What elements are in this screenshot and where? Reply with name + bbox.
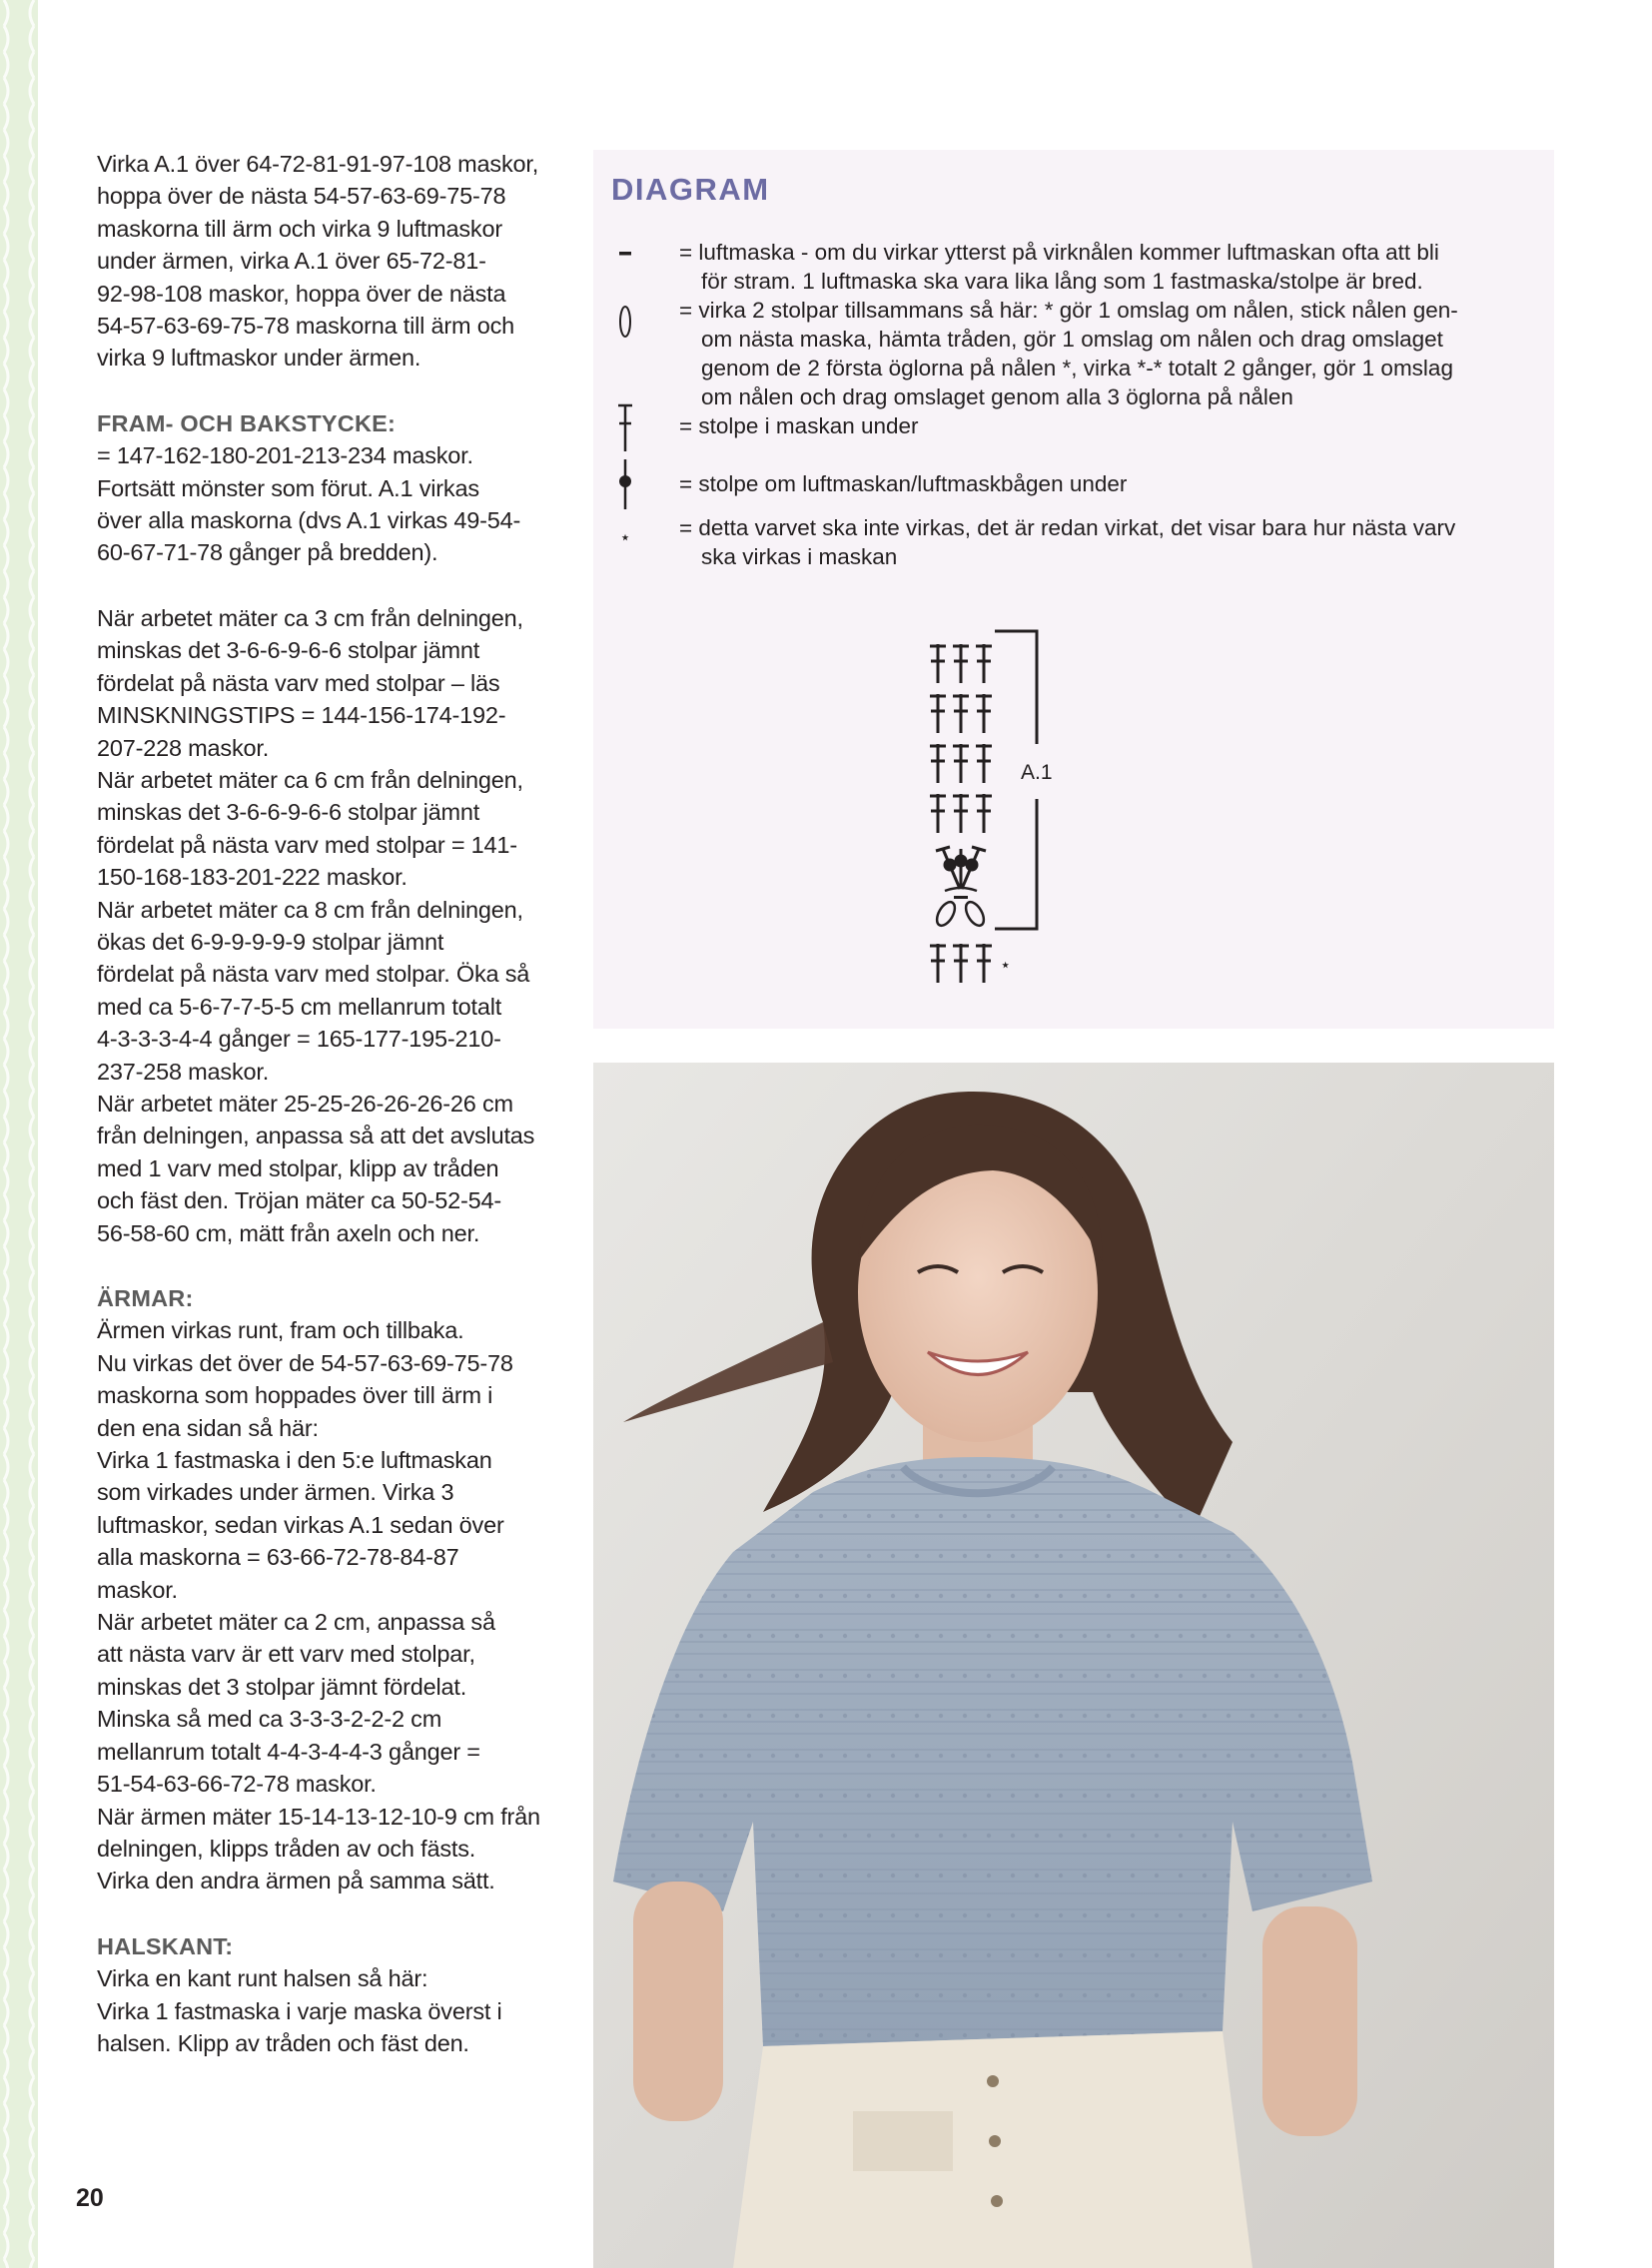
instructions-column — [97, 148, 566, 2059]
treble-row — [930, 944, 992, 983]
treble-row — [930, 644, 992, 683]
star-icon: ⋆ — [1000, 955, 1012, 976]
body-text: = 147-162-180-201-213-234 maskor. Fortsätt mönster som förut. A.1 virkas över alla maskorna (dvs A.1 virkas 49-54- 60-67-71-78 gånger på bredden). — [97, 442, 521, 566]
legend-line: genom de 2 första öglorna på nålen *, virka *-* totalt 2 gånger, gör 1 omslag — [701, 356, 1453, 380]
treble-row — [930, 744, 992, 783]
treble-around-chain-fan — [936, 847, 986, 891]
cluster-row — [933, 896, 987, 929]
sleeves-text: Ärmen virkas runt, fram och tillbaka. Nu virkas det över de 54-57-63-69-75-78 maskorna som hoppades över till ärm i den ena sidan så här: Virka 1 fastmaska i den 5:e luftmaskan som virkades under ärmen. Virka 3 luftmaskor, sedan virkas A.1 sedan över alla maskorna = 63-66-72-78-84-87 maskor. När arbetet mäter ca 2 cm, anpassa så att nästa varv är ett varv med stolpar, minskas det 3 stolpar jämnt fördelat. Minska så med ca 3-3-3-2-2-2 cm mellanrum totalt 4-4-3-4-4-3 gånger = 51-54-63-66-72-78 maskor. När ärmen mäter 15-14-13-12-10-9 cm från delningen, klipps tråden av och fästs. Virka den andra ärmen på samma sätt. — [97, 1317, 540, 1894]
body-heading: FRAM- OCH BAKSTYCKE: — [97, 409, 397, 436]
treble-row — [930, 694, 992, 733]
body-text-continued: När arbetet mäter ca 3 cm från delningen, minskas det 3-6-6-9-6-6 stolpar jämnt fördelat på nästa varv med stolpar – läs MINSKNINGSTIPS = 144-156-174-192- 207-228 maskor. När arbetet mäter ca 6 cm från delningen, minskas det 3-6-6-9-6-6 stolpar jämnt fördelat på nästa varv med stolpar = 141- 150-168-183-201-222 maskor. När arbetet mäter ca 8 cm från delningen, ökas det 6-9-9-9-9-9 stolpar jämnt fördelat på nästa varv med stolpar. Öka så med ca 5-6-7-7-5-5 cm mellanrum totalt 4-3-3-3-4-4 gånger = 165-177-195-210- 237-258 maskor. När arbetet mäter 25-25-26-26-26-26 cm från delningen, anpassa så att det avslutas med 1 varv med stolpar, klipp av tråden och fäst den. Tröjan mäter ca 50-52-54- 56-58-60 cm, mätt från axeln och ner. — [97, 604, 535, 1246]
legend-line: = virka 2 stolpar tillsammans så här: * gör 1 omslag om nålen, stick nålen gen- — [679, 298, 1458, 323]
sleeves-heading: ÄRMAR: — [97, 1285, 194, 1311]
neck-heading: HALSKANT: — [97, 1932, 234, 1959]
intro-text: Virka A.1 över 64-72-81-91-97-108 maskor, hoppa över de nästa 54-57-63-69-75-78 maskorna till ärm och virka 9 luftmaskor under ärmen, virka A.1 över 65-72-81- 92-98-108 maskor, hoppa över de nästa 54-57-63-69-75-78 maskorna till ärm och virka 9 luftmaskor under ärmen. — [97, 151, 539, 372]
legend-line: om nästa maska, hämta tråden, gör 1 omslag om nålen och drag omslaget — [701, 327, 1443, 352]
page-number: 20 — [76, 2184, 104, 2212]
legend-line: = detta varvet ska inte virkas, det är redan virkat, det visar bara hur nästa varv — [679, 515, 1456, 540]
svg-text:⋆: ⋆ — [619, 527, 631, 548]
legend-line: för stram. 1 luftmaska ska vara lika lång som 1 fastmaska/stolpe är bred. — [701, 269, 1423, 294]
legend-line: = stolpe om luftmaskan/luftmaskbågen under — [679, 471, 1128, 496]
chart-label: A.1 — [1021, 761, 1053, 784]
stripe-pattern — [0, 0, 38, 2268]
photo-illustration — [593, 1063, 1554, 2268]
a1-pattern-chart — [593, 150, 1554, 1029]
legend-line: ska virkas i maskan — [701, 544, 898, 569]
legend-line: = stolpe i maskan under — [679, 413, 919, 438]
neck-text: Virka en kant runt halsen så här: Virka 1 fastmaska i varje maska överst i halsen. Klipp av tråden och fäst den. — [97, 1965, 502, 2056]
treble-row — [930, 794, 992, 833]
diagram-panel — [593, 150, 1554, 1029]
legend-line: om nålen och drag omslaget genom alla 3 öglorna på nålen — [701, 384, 1293, 409]
legend-line: = luftmaska - om du virkar ytterst på virknålen kommer luftmaskan ofta att bli — [679, 240, 1439, 265]
diagram-title: DIAGRAM — [611, 172, 770, 207]
model-photo — [593, 1063, 1554, 2268]
decorative-side-stripe — [0, 0, 38, 2268]
